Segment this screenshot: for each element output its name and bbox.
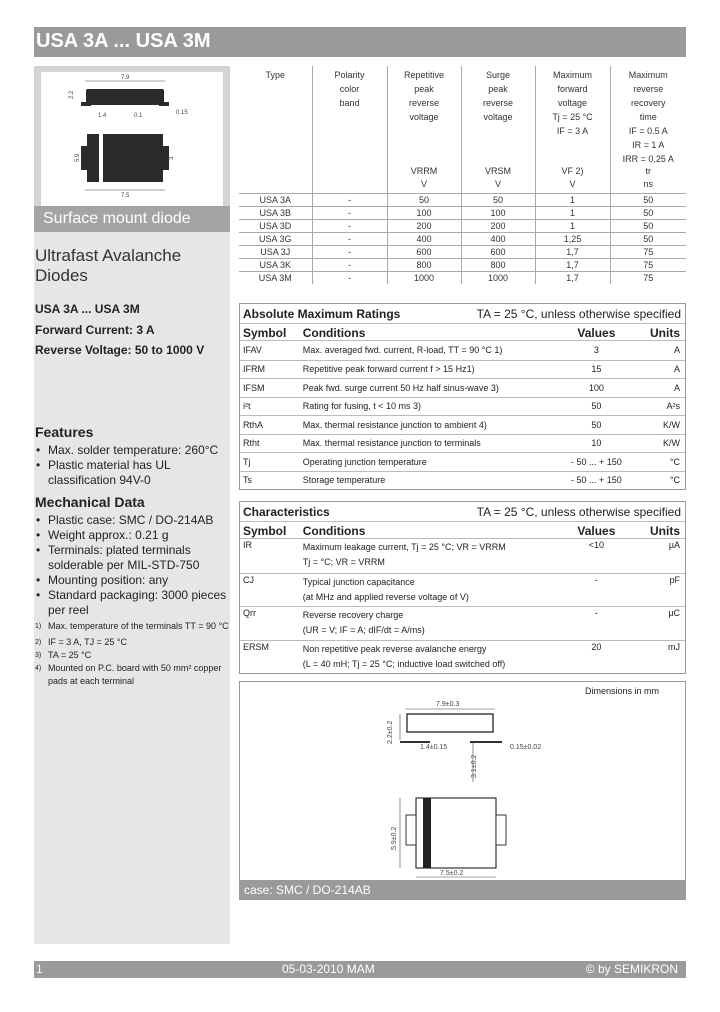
cell-value: - 50 ... + 150 xyxy=(571,456,622,467)
cell-condition: Repetitive peak forward current f > 15 Hz1) xyxy=(302,364,475,375)
col-conditions: Conditions xyxy=(302,524,366,538)
d-width: 7.9±0.3 xyxy=(436,701,460,708)
char-title: Characteristics xyxy=(243,505,330,519)
table-row xyxy=(240,471,685,490)
col-units: Units xyxy=(650,524,681,538)
header-line: recovery xyxy=(630,98,666,108)
cell-value: - xyxy=(594,574,598,585)
cell-value: 100 xyxy=(588,382,604,393)
table-cell: 600 xyxy=(461,245,535,258)
product-subtitle xyxy=(35,246,181,286)
cell-condition: Rating for fusing, t < 10 ms 3) xyxy=(302,401,422,412)
table-row xyxy=(240,434,685,453)
header-line: peak xyxy=(414,84,434,94)
cell-unit: A xyxy=(674,364,681,375)
cell-condition: Operating junction temperature xyxy=(302,456,427,467)
table-cell: 1000 xyxy=(387,271,461,284)
header-line: voltage xyxy=(483,112,513,122)
summary-part-range: USA 3A ... USA 3M xyxy=(35,302,140,316)
abs-max-conditions: TA = 25 °C, unless otherwise specified xyxy=(476,307,681,321)
col-symbol: Symbol xyxy=(243,524,287,538)
cell-unit: mJ xyxy=(668,641,681,652)
table-cell: 1,7 xyxy=(535,258,610,271)
table-cell: - xyxy=(312,258,387,271)
char-rows xyxy=(240,539,685,673)
cell-unit: µC xyxy=(668,608,681,618)
footnote: 4) Mounted on P.C. board with 50 mm² copper pads at each terminal xyxy=(35,663,222,686)
features-list xyxy=(35,443,229,488)
cell-value: 15 xyxy=(591,364,602,375)
col-units: Units xyxy=(650,326,681,340)
cell-value: 50 xyxy=(591,401,602,412)
header-line: peak xyxy=(488,84,508,94)
header-sym: VRRM xyxy=(410,166,438,176)
table-cell: 50 xyxy=(387,193,461,206)
package-outline-svg xyxy=(41,72,223,206)
table-cell: - xyxy=(312,232,387,245)
table-cell: USA 3B xyxy=(239,206,312,219)
table-cell: 1,25 xyxy=(535,232,610,245)
mechanical-item: • Terminals: plated terminals solderable per MIL-STD-750 xyxy=(35,543,229,573)
cell-symbol: RthA xyxy=(243,419,264,430)
cell-condition: Storage temperature xyxy=(302,475,386,486)
table-row xyxy=(239,245,686,258)
col-conditions: Conditions xyxy=(302,326,366,340)
table-cell: 50 xyxy=(610,232,686,245)
abs-max-title-row xyxy=(240,304,685,324)
header-line: voltage xyxy=(409,112,439,122)
header-line: Polarity xyxy=(334,70,365,80)
dim-lead-right: 0.1 xyxy=(134,113,143,119)
condition-line: (at MHz and applied reverse voltage of V) xyxy=(302,591,469,602)
type-table-header-cell xyxy=(312,66,387,193)
table-cell: USA 3G xyxy=(239,232,312,245)
condition-line: (L = 40 mH; Tj = 25 °C; inductive load switched off) xyxy=(302,658,506,669)
dim-width: 7.9 xyxy=(121,75,130,81)
characteristics xyxy=(239,501,686,674)
header-sym xyxy=(315,164,385,177)
table-cell: 1 xyxy=(535,206,610,219)
type-table-header-cell xyxy=(610,66,686,193)
cell-symbol: Ts xyxy=(243,475,252,486)
mechanical-item: • Standard packaging: 3000 pieces per reel xyxy=(35,588,229,618)
header-unit xyxy=(315,177,385,190)
cell-value: 20 xyxy=(591,641,602,652)
cell-condition: Peak fwd. surge current 50 Hz half sinus-wave 3) xyxy=(302,382,499,393)
cell-symbol: Tj xyxy=(243,456,251,467)
mechanical-item: • Mounting position: any xyxy=(35,573,229,588)
header-unit: V xyxy=(494,179,501,189)
header-line: Tj = 25 °C xyxy=(552,112,593,122)
col-values: Values xyxy=(577,524,616,538)
cell-symbol: Qrr xyxy=(243,608,256,618)
table-cell: - xyxy=(312,271,387,284)
header-line: voltage xyxy=(557,98,588,108)
cell-value: <10 xyxy=(588,540,605,550)
cell-symbol: Rtht xyxy=(243,438,260,449)
dimension-label: Dimensions in mm xyxy=(584,686,659,696)
d-body-w: 7.5±0.2 xyxy=(440,870,464,877)
table-cell: 400 xyxy=(461,232,535,245)
table-row xyxy=(240,360,685,379)
header-line: reverse xyxy=(408,98,439,108)
cell-condition xyxy=(303,642,557,674)
dim-pad: 3 xyxy=(169,156,175,160)
header-line: IF = 0.5 A xyxy=(628,126,668,136)
summary-reverse-voltage: Reverse Voltage: 50 to 1000 V xyxy=(35,343,205,357)
dim-body-w: 7.5 xyxy=(121,193,130,199)
header-line: Maximum xyxy=(552,70,592,80)
dimension-drawing xyxy=(239,681,686,900)
table-cell: 50 xyxy=(461,193,535,206)
table-row xyxy=(240,606,685,640)
cell-unit: µA xyxy=(668,540,681,550)
header-line: IRR = 0,25 A xyxy=(622,154,674,164)
table-cell: 400 xyxy=(387,232,461,245)
abs-max-header xyxy=(240,324,685,341)
table-row xyxy=(240,415,685,434)
d-lead: 1.4±0.15 xyxy=(420,744,448,751)
cell-condition: Max. averaged fwd. current, R-load, TT = 90 °C 1) xyxy=(302,345,503,356)
header-line: time xyxy=(639,112,657,122)
table-row xyxy=(240,341,685,360)
type-table-header-cell xyxy=(535,66,610,193)
footnote: 3) TA = 25 °C xyxy=(35,650,92,660)
header-sym xyxy=(241,164,310,177)
cell-condition xyxy=(303,575,557,607)
package-drawing xyxy=(41,72,223,206)
char-header xyxy=(240,522,685,539)
dim-body-h: 5.9 xyxy=(75,153,81,162)
col-values: Values xyxy=(577,326,616,340)
header-line: IF = 3 A xyxy=(556,126,589,136)
cell-unit: A²s xyxy=(666,401,681,412)
abs-max-rows xyxy=(240,341,685,489)
col-symbol: Symbol xyxy=(243,326,287,340)
table-cell: 600 xyxy=(387,245,461,258)
table-cell: 75 xyxy=(610,245,686,258)
header-unit xyxy=(241,177,310,190)
table-cell: 1,7 xyxy=(535,271,610,284)
cell-condition: Max. thermal resistance junction to terminals xyxy=(302,438,481,449)
document-title: USA 3A ... USA 3M xyxy=(34,27,686,57)
cell-value: 3 xyxy=(593,345,599,356)
cell-unit: pF xyxy=(669,574,681,585)
header-line: Type xyxy=(265,70,285,80)
header-sym: VRSM xyxy=(484,166,511,176)
condition-line: (UR = V; IF = A; dIF/dt = A/ms) xyxy=(302,625,425,635)
header-line: reverse xyxy=(633,84,664,94)
cell-value: 10 xyxy=(591,438,602,449)
footnotes xyxy=(35,620,229,688)
cell-symbol: i²t xyxy=(243,401,251,412)
table-cell: 75 xyxy=(610,271,686,284)
footer xyxy=(34,961,686,978)
table-row xyxy=(239,193,686,206)
table-cell: USA 3M xyxy=(239,271,312,284)
table-row xyxy=(239,271,686,284)
d-pad: 3.1±0.2 xyxy=(471,754,478,778)
dim-lead-thick: 0.15 xyxy=(176,110,188,116)
condition-line: Typical junction capacitance xyxy=(302,576,415,587)
header-sym: VF 2) xyxy=(561,166,584,176)
mechanical-item: • Weight approx.: 0.21 g xyxy=(35,528,229,543)
table-row xyxy=(240,378,685,397)
header-line: reverse xyxy=(482,98,513,108)
table-row xyxy=(240,573,685,607)
condition-line: Tj = °C; VR = VRRM xyxy=(302,557,385,567)
table-row xyxy=(239,258,686,271)
case-caption: case: SMC / DO-214AB xyxy=(239,880,686,900)
header-unit: V xyxy=(569,179,576,189)
table-cell: 50 xyxy=(610,193,686,206)
table-cell: - xyxy=(312,193,387,206)
footer-copyright: © by SEMIKRON xyxy=(585,962,678,976)
footnote: 2) IF = 3 A, TJ = 25 °C xyxy=(35,637,127,647)
cell-unit: A xyxy=(674,345,681,356)
table-row xyxy=(239,232,686,245)
absolute-maximum-ratings xyxy=(239,303,686,490)
table-cell: 800 xyxy=(387,258,461,271)
char-conditions: TA = 25 °C, unless otherwise specified xyxy=(476,505,681,519)
table-cell: 200 xyxy=(387,219,461,232)
cell-condition xyxy=(303,608,557,640)
table-cell: 50 xyxy=(610,206,686,219)
table-cell: 1 xyxy=(535,219,610,232)
type-table-header xyxy=(239,66,686,193)
mechanical-list xyxy=(35,513,229,618)
table-row xyxy=(239,219,686,232)
header-unit: ns xyxy=(643,179,653,189)
page-number: 1 xyxy=(36,962,43,976)
type-table xyxy=(239,66,686,284)
table-row xyxy=(240,640,685,674)
header-unit: V xyxy=(420,179,427,189)
header-line: band xyxy=(339,98,360,108)
header-line: IR = 1 A xyxy=(632,140,665,150)
cell-unit: °C xyxy=(669,475,681,486)
table-cell: 1,7 xyxy=(535,245,610,258)
table-cell: - xyxy=(312,206,387,219)
table-cell: USA 3A xyxy=(239,193,312,206)
table-cell: 75 xyxy=(610,258,686,271)
cell-unit: °C xyxy=(669,456,681,467)
cell-unit: K/W xyxy=(663,419,681,430)
dimension-svg xyxy=(240,682,685,881)
table-cell: USA 3K xyxy=(239,258,312,271)
cell-symbol: IFSM xyxy=(243,382,265,393)
table-row xyxy=(239,206,686,219)
type-table-header-cell xyxy=(387,66,461,193)
table-cell: 1000 xyxy=(461,271,535,284)
table-cell: USA 3J xyxy=(239,245,312,258)
header-line: Repetitive xyxy=(403,70,445,80)
table-row xyxy=(240,397,685,416)
footer-date: 05-03-2010 MAM xyxy=(282,962,375,976)
dim-height: 2.2 xyxy=(69,90,75,99)
abs-max-title: Absolute Maximum Ratings xyxy=(243,307,401,321)
cell-unit: K/W xyxy=(663,438,681,449)
table-cell: 100 xyxy=(387,206,461,219)
table-cell: 200 xyxy=(461,219,535,232)
type-table-header-cell xyxy=(239,66,312,193)
table-cell: 1 xyxy=(535,193,610,206)
cell-symbol: ERSM xyxy=(243,641,270,652)
footnote: 1) Max. temperature of the terminals TT = 90 °C xyxy=(35,621,229,631)
subtitle-line1: Ultrafast Avalanche xyxy=(35,246,182,265)
cell-symbol: IR xyxy=(243,540,252,550)
d-height: 2.2±0.2 xyxy=(387,720,394,744)
header-line: forward xyxy=(557,84,588,94)
d-body-h: 5.9±0.2 xyxy=(391,826,398,850)
cell-symbol: CJ xyxy=(243,574,254,585)
header-line: Maximum xyxy=(628,70,668,80)
summary-forward-current: Forward Current: 3 A xyxy=(35,323,155,337)
package-caption: Surface mount diode xyxy=(34,206,230,232)
condition-line: Maximum leakage current, Tj = 25 °C; VR = VRRM xyxy=(302,542,506,552)
table-row xyxy=(240,539,685,573)
mechanical-heading: Mechanical Data xyxy=(35,494,145,510)
cell-symbol: IFRM xyxy=(243,364,265,375)
feature-item: • Max. solder temperature: 260°C xyxy=(35,443,229,458)
header-line: color xyxy=(339,84,360,94)
cell-value: - 50 ... + 150 xyxy=(571,475,622,486)
d-thick: 0.15±0.02 xyxy=(510,744,542,751)
cell-value: 50 xyxy=(591,419,602,430)
header-sym: tr xyxy=(645,166,651,176)
condition-line: Non repetitive peak reverse avalanche energy xyxy=(302,643,487,654)
dim-lead-left: 1.4 xyxy=(98,113,107,119)
cell-symbol: IFAV xyxy=(243,345,262,356)
cell-value: - xyxy=(594,608,598,618)
table-cell: - xyxy=(312,219,387,232)
features-heading: Features xyxy=(35,424,94,440)
header-line: Surge xyxy=(485,70,511,80)
mechanical-item: • Plastic case: SMC / DO-214AB xyxy=(35,513,229,528)
table-cell: - xyxy=(312,245,387,258)
table-cell: 50 xyxy=(610,219,686,232)
feature-item: • Plastic material has UL classification 94V-0 xyxy=(35,458,229,488)
type-table-body xyxy=(239,193,686,284)
condition-line: Reverse recovery charge xyxy=(302,610,404,620)
table-row xyxy=(240,452,685,471)
cell-condition xyxy=(303,540,557,573)
table-cell: USA 3D xyxy=(239,219,312,232)
table-cell: 100 xyxy=(461,206,535,219)
cell-unit: A xyxy=(674,382,681,393)
table-cell: 800 xyxy=(461,258,535,271)
type-table-header-cell xyxy=(461,66,535,193)
subtitle-line2: Diodes xyxy=(35,266,88,285)
char-title-row xyxy=(240,502,685,522)
cell-condition: Max. thermal resistance junction to ambient 4) xyxy=(302,419,487,430)
